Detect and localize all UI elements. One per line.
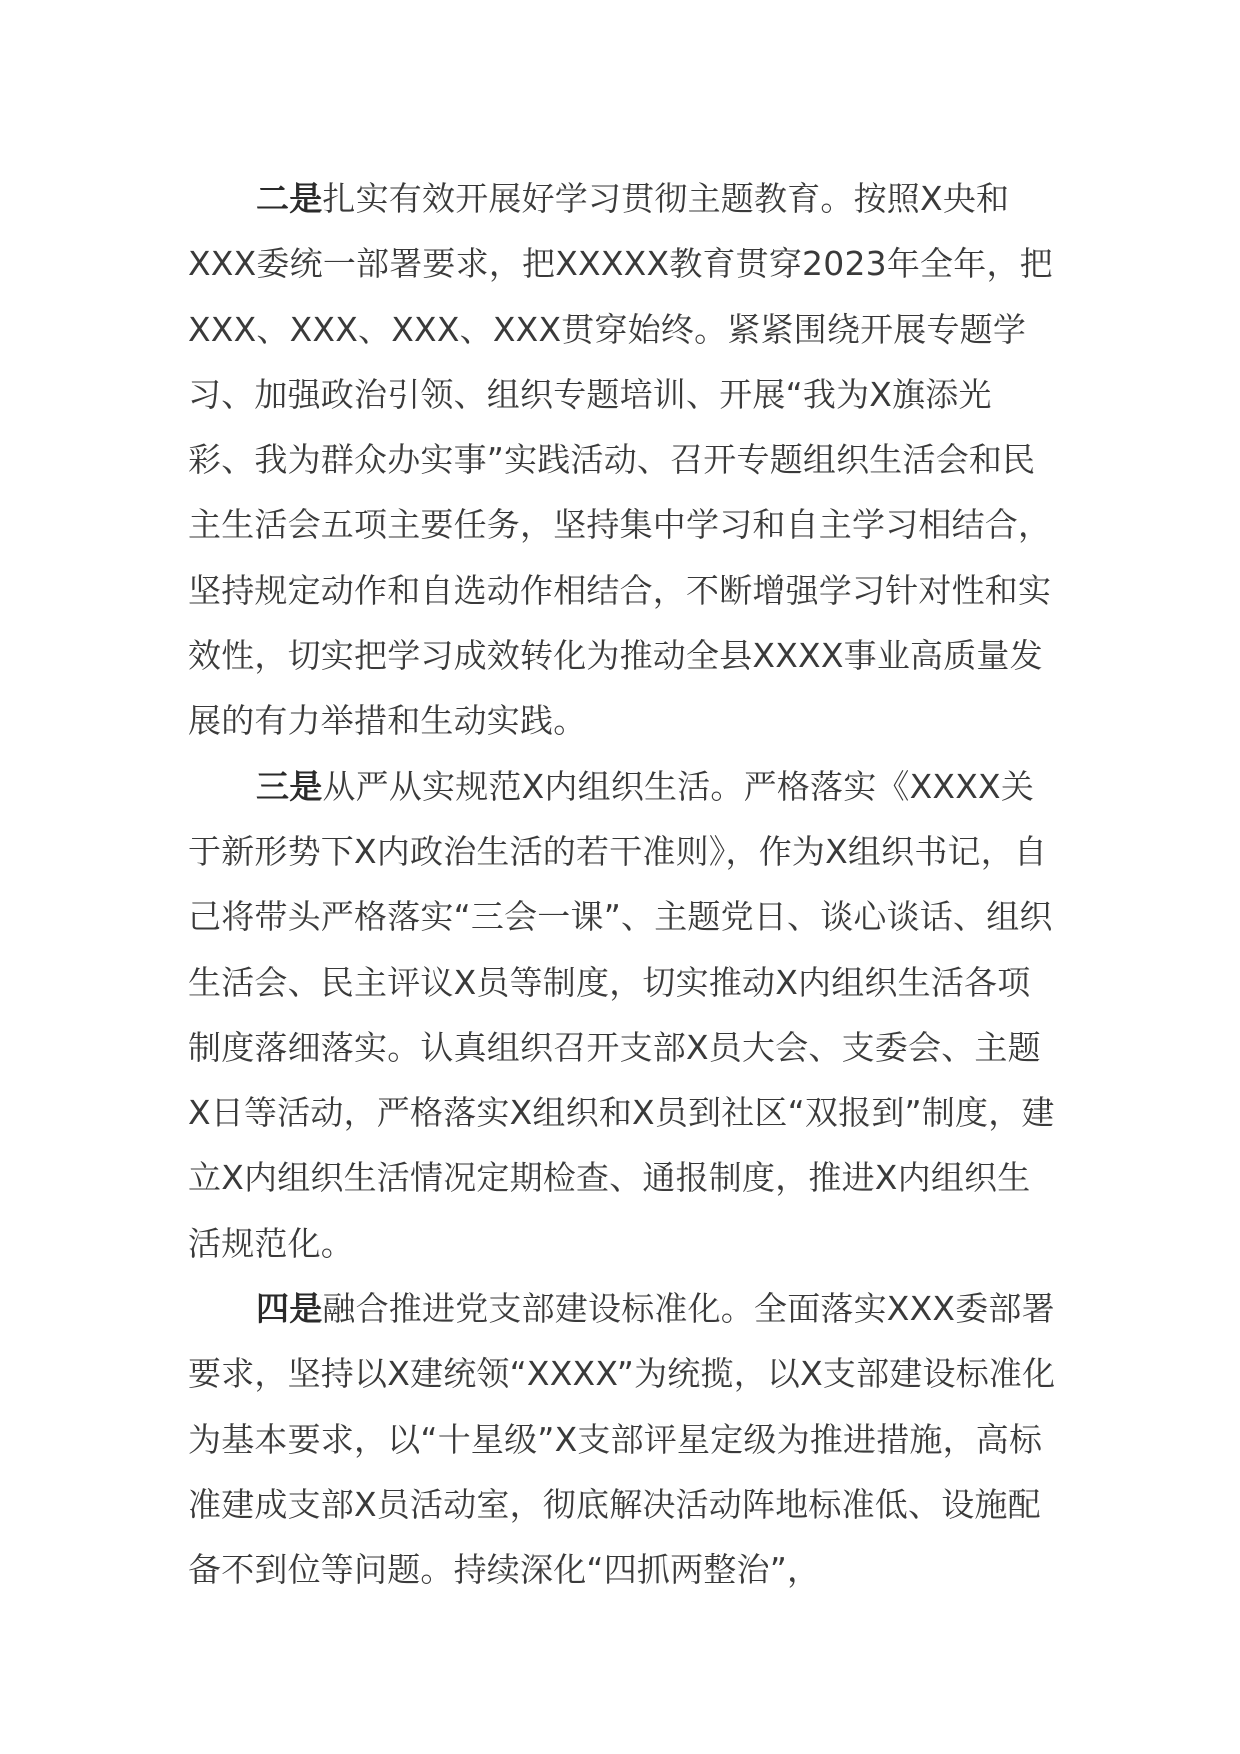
paragraph-text: 扎实有效开展好学习贯彻主题教育。按照X央和XXX委统一部署要求，把XXXXX教育贯穿2023年全年，把XXX、XXX、XXX、XXX贯穿始终。紧紧围绕开展专题学习、加强政治引领、组织专题培训、开展“我为X旗添光彩、我为群众办实事”实践活动、召开专题组织生活会和民主生活会五项主要任务，坚持集中学习和自主学习相结合，坚持规定动作和自选动作相结合，不断增强学习针对性和实效性，切实把学习成效转化为推动全县XXXX事业高质量发展的有力举措和生动实践。 — [188, 179, 1053, 741]
document-body — [188, 166, 1058, 1603]
paragraph-four — [188, 1276, 1058, 1602]
paragraph-lead: 二是 — [256, 179, 323, 218]
paragraph-lead: 四是 — [256, 1289, 323, 1329]
paragraph-three — [188, 754, 1058, 1276]
paragraph-text: 融合推进党支部建设标准化。全面落实XXX委部署要求，坚持以X建统领“XXXX”为统揽，以X支部建设标准化为基本要求，以“十星级”X支部评星定级为推进措施，高标准建成支部X员活动室，彻底解决活动阵地标准低、设施配备不到位等问题。持续深化“四抓两整治”， — [188, 1289, 1056, 1590]
paragraph-two — [188, 166, 1058, 754]
paragraph-text: 从严从实规范X内组织生活。严格落实《XXXX关于新形势下X内政治生活的若干准则》，作为X组织书记，自己将带头严格落实“三会一课”、主题党日、谈心谈话、组织生活会、民主评议X员等制度，切实推动X内组织生活各项制度落细落实。认真组织召开支部X员大会、支委会、主题X日等活动，严格落实X组织和X员到社区“双报到”制度，建立X内组织生活情况定期检查、通报制度，推进X内组织生活规范化。 — [188, 766, 1055, 1263]
paragraph-lead: 三是 — [256, 766, 323, 806]
